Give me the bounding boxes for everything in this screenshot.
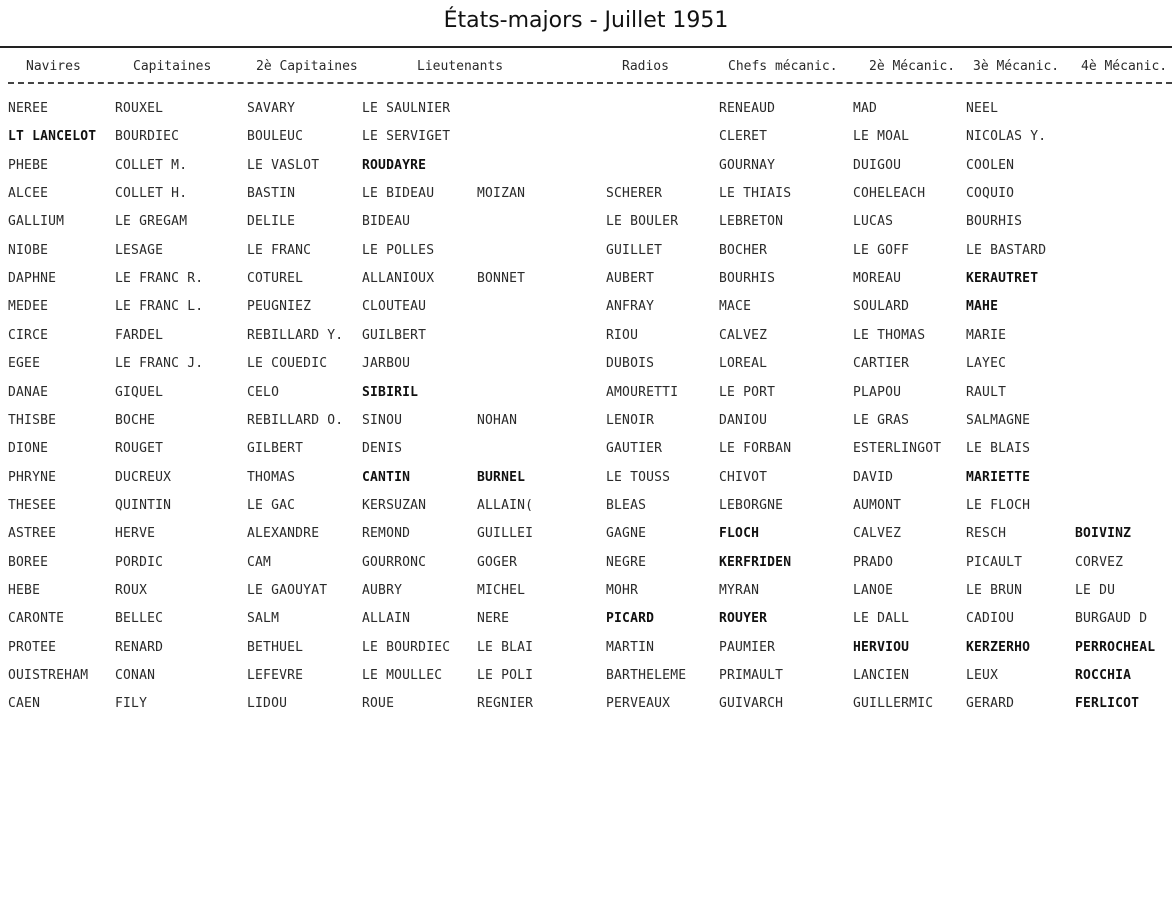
cell-lieutenant: LE POLLES	[362, 242, 435, 258]
header-lieutenants: Lieutenants	[417, 59, 504, 74]
table-row	[0, 101, 1172, 129]
cell-2e-capitaine: LE VASLOT	[247, 157, 320, 173]
cell-navire: ALCEE	[8, 186, 49, 202]
cell-lieutenant: BIDEAU	[362, 214, 411, 230]
cell-3e-mecanic: COQUIO	[966, 186, 1015, 202]
cell-chef-mecanic: KERFRIDEN	[719, 554, 792, 570]
table-row	[0, 441, 1172, 469]
cell-lieutenant: LE BOURDIEC	[362, 639, 451, 655]
cell-lieutenant: GOURRONC	[362, 554, 427, 570]
cell-3e-mecanic: LE FLOCH	[966, 497, 1031, 513]
cell-lieutenant: REMOND	[362, 526, 411, 542]
header-3e-mecanic: 3è Mécanic.	[973, 59, 1060, 74]
cell-lieutenant: CANTIN	[362, 469, 411, 485]
cell-4e-mecanic: ROCCHIA	[1075, 668, 1132, 683]
cell-2e-capitaine: SAVARY	[247, 101, 296, 116]
cell-2e-mecanic: LANOE	[853, 582, 894, 598]
cell-radio: NEGRE	[606, 554, 647, 570]
cell-lieutenant-2: GOGER	[477, 554, 518, 570]
cell-lieutenant: LE SERVIGET	[362, 129, 451, 145]
cell-radio: BLEAS	[606, 497, 647, 513]
cell-chef-mecanic: LEBORGNE	[719, 497, 784, 513]
cell-radio: ANFRAY	[606, 299, 655, 315]
cell-chef-mecanic: LE THIAIS	[719, 186, 792, 202]
cell-3e-mecanic: NICOLAS Y.	[966, 129, 1047, 145]
cell-chef-mecanic: PRIMAULT	[719, 668, 784, 683]
cell-lieutenant: ROUE	[362, 696, 395, 712]
cell-navire: DAPHNE	[8, 271, 57, 287]
cell-capitaine: COLLET M.	[115, 157, 188, 173]
cell-lieutenant: SINOU	[362, 412, 403, 428]
cell-3e-mecanic: GERARD	[966, 696, 1015, 712]
cell-lieutenant: ALLAIN	[362, 611, 411, 627]
header-radios: Radios	[622, 59, 669, 74]
table-row	[0, 299, 1172, 327]
header-2e-mecanic: 2è Mécanic.	[869, 59, 956, 74]
header-chefs-mecanic: Chefs mécanic.	[728, 59, 838, 74]
cell-capitaine: RENARD	[115, 639, 164, 655]
cell-lieutenant: LE SAULNIER	[362, 101, 451, 116]
cell-2e-mecanic: MOREAU	[853, 271, 902, 287]
cell-radio: AMOURETTI	[606, 384, 679, 400]
cell-2e-capitaine: THOMAS	[247, 469, 296, 485]
cell-4e-mecanic: FERLICOT	[1075, 696, 1140, 712]
cell-lieutenant: DENIS	[362, 441, 403, 457]
cell-2e-capitaine: LE GAC	[247, 497, 296, 513]
cell-chef-mecanic: LE PORT	[719, 384, 776, 400]
cell-2e-capitaine: LIDOU	[247, 696, 288, 712]
cell-chef-mecanic: GOURNAY	[719, 157, 776, 173]
cell-navire: THESEE	[8, 497, 57, 513]
page-title: États-majors - Juillet 1951	[443, 8, 729, 33]
table-row	[0, 243, 1172, 271]
cell-capitaine: BOURDIEC	[115, 129, 180, 145]
cell-chef-mecanic: LOREAL	[719, 356, 768, 372]
table-row	[0, 470, 1172, 498]
cell-lieutenant-2: MICHEL	[477, 582, 526, 598]
cell-3e-mecanic: KERAUTRET	[966, 271, 1039, 287]
cell-navire: PHEBE	[8, 157, 49, 173]
cell-2e-capitaine: GILBERT	[247, 441, 304, 457]
cell-2e-capitaine: BETHUEL	[247, 639, 304, 655]
cell-lieutenant-2: NOHAN	[477, 412, 518, 428]
table-row	[0, 668, 1172, 696]
cell-3e-mecanic: LE BASTARD	[966, 242, 1047, 258]
cell-lieutenant: GUILBERT	[362, 327, 427, 343]
cell-3e-mecanic: RESCH	[966, 526, 1007, 542]
cell-radio: SCHERER	[606, 186, 663, 202]
cell-2e-capitaine: LE COUEDIC	[247, 356, 328, 372]
cell-capitaine: ROUGET	[115, 441, 164, 457]
table-row	[0, 129, 1172, 157]
cell-lieutenant: SIBIRIL	[362, 384, 419, 400]
cell-chef-mecanic: CLERET	[719, 129, 768, 145]
table-row	[0, 271, 1172, 299]
cell-chef-mecanic: MACE	[719, 299, 752, 315]
cell-capitaine: FARDEL	[115, 327, 164, 343]
cell-capitaine: BELLEC	[115, 611, 164, 627]
cell-navire: NEREE	[8, 101, 49, 116]
cell-lieutenant-2: REGNIER	[477, 696, 534, 712]
cell-chef-mecanic: PAUMIER	[719, 639, 776, 655]
cell-3e-mecanic: KERZERHO	[966, 639, 1031, 655]
table-row	[0, 611, 1172, 639]
table-row	[0, 186, 1172, 214]
cell-4e-mecanic: PERROCHEAL	[1075, 639, 1156, 655]
table-row	[0, 356, 1172, 384]
cell-lieutenant-2: ALLAIN(	[477, 497, 534, 513]
cell-navire: EGEE	[8, 356, 41, 372]
cell-capitaine: GIQUEL	[115, 384, 164, 400]
cell-radio: GAGNE	[606, 526, 647, 542]
cell-2e-capitaine: LEFEVRE	[247, 668, 304, 683]
cell-3e-mecanic: SALMAGNE	[966, 412, 1031, 428]
cell-chef-mecanic: CHIVOT	[719, 469, 768, 485]
cell-4e-mecanic: BOIVINZ	[1075, 526, 1132, 542]
table-row	[0, 696, 1172, 724]
cell-lieutenant-2: BURNEL	[477, 469, 526, 485]
cell-2e-mecanic: AUMONT	[853, 497, 902, 513]
cell-2e-capitaine: LE GAOUYAT	[247, 582, 328, 598]
cell-2e-mecanic: LANCIEN	[853, 668, 910, 683]
cell-chef-mecanic: MYRAN	[719, 582, 760, 598]
cell-navire: OUISTREHAM	[8, 668, 89, 683]
cell-2e-capitaine: COTUREL	[247, 271, 304, 287]
cell-3e-mecanic: PICAULT	[966, 554, 1023, 570]
cell-2e-capitaine: ALEXANDRE	[247, 526, 320, 542]
cell-navire: MEDEE	[8, 299, 49, 315]
cell-3e-mecanic: RAULT	[966, 384, 1007, 400]
cell-capitaine: LE FRANC L.	[115, 299, 204, 315]
header-rule	[0, 46, 1172, 48]
cell-navire: CIRCE	[8, 327, 49, 343]
cell-chef-mecanic: BOCHER	[719, 242, 768, 258]
cell-radio: LENOIR	[606, 412, 655, 428]
cell-4e-mecanic: CORVEZ	[1075, 554, 1124, 570]
cell-radio: PERVEAUX	[606, 696, 671, 712]
cell-capitaine: LE FRANC J.	[115, 356, 204, 372]
cell-3e-mecanic: NEEL	[966, 101, 999, 116]
cell-navire: DANAE	[8, 384, 49, 400]
cell-radio: GAUTIER	[606, 441, 663, 457]
cell-2e-mecanic: COHELEACH	[853, 186, 926, 202]
cell-2e-capitaine: PEUGNIEZ	[247, 299, 312, 315]
cell-navire: CAEN	[8, 696, 41, 712]
cell-2e-mecanic: LUCAS	[853, 214, 894, 230]
cell-capitaine: BOCHE	[115, 412, 156, 428]
cell-lieutenant-2: BONNET	[477, 271, 526, 287]
table-row	[0, 555, 1172, 583]
cell-3e-mecanic: LE BLAIS	[966, 441, 1031, 457]
cell-lieutenant: LE BIDEAU	[362, 186, 435, 202]
cell-3e-mecanic: MAHE	[966, 299, 999, 315]
cell-chef-mecanic: BOURHIS	[719, 271, 776, 287]
cell-navire: LT LANCELOT	[8, 129, 97, 145]
cell-capitaine: ROUXEL	[115, 101, 164, 116]
cell-2e-mecanic: LE GRAS	[853, 412, 910, 428]
cell-chef-mecanic: CALVEZ	[719, 327, 768, 343]
cell-radio: LE BOULER	[606, 214, 679, 230]
cell-chef-mecanic: LE FORBAN	[719, 441, 792, 457]
cell-navire: HEBE	[8, 582, 41, 598]
cell-lieutenant: JARBOU	[362, 356, 411, 372]
table-row	[0, 498, 1172, 526]
cell-lieutenant-2: LE POLI	[477, 668, 534, 683]
cell-capitaine: COLLET H.	[115, 186, 188, 202]
cell-radio: DUBOIS	[606, 356, 655, 372]
header-capitaines: Capitaines	[133, 59, 212, 74]
cell-lieutenant: AUBRY	[362, 582, 403, 598]
table-row	[0, 526, 1172, 554]
cell-2e-capitaine: CAM	[247, 554, 272, 570]
cell-lieutenant-2: LE BLAI	[477, 639, 534, 655]
cell-3e-mecanic: MARIE	[966, 327, 1007, 343]
cell-lieutenant: ALLANIOUX	[362, 271, 435, 287]
cell-3e-mecanic: CADIOU	[966, 611, 1015, 627]
cell-chef-mecanic: GUIVARCH	[719, 696, 784, 712]
cell-2e-capitaine: DELILE	[247, 214, 296, 230]
cell-2e-mecanic: DUIGOU	[853, 157, 902, 173]
cell-3e-mecanic: MARIETTE	[966, 469, 1031, 485]
cell-4e-mecanic: LE DU	[1075, 582, 1116, 598]
cell-2e-capitaine: SALM	[247, 611, 280, 627]
table-row	[0, 413, 1172, 441]
cell-radio: LE TOUSS	[606, 469, 671, 485]
cell-2e-mecanic: CARTIER	[853, 356, 910, 372]
cell-3e-mecanic: COOLEN	[966, 157, 1015, 173]
cell-navire: THISBE	[8, 412, 57, 428]
cell-2e-mecanic: MAD	[853, 101, 878, 116]
cell-capitaine: DUCREUX	[115, 469, 172, 485]
cell-lieutenant: ROUDAYRE	[362, 157, 427, 173]
cell-2e-capitaine: REBILLARD Y.	[247, 327, 344, 343]
cell-3e-mecanic: LEUX	[966, 668, 999, 683]
cell-2e-mecanic: PLAPOU	[853, 384, 902, 400]
table-row	[0, 640, 1172, 668]
table-row	[0, 385, 1172, 413]
table-row	[0, 214, 1172, 242]
cell-radio: PICARD	[606, 611, 655, 627]
cell-capitaine: LE FRANC R.	[115, 271, 204, 287]
cell-navire: PHRYNE	[8, 469, 57, 485]
cell-capitaine: QUINTIN	[115, 497, 172, 513]
cell-2e-capitaine: REBILLARD O.	[247, 412, 344, 428]
cell-2e-capitaine: LE FRANC	[247, 242, 312, 258]
table-row	[0, 583, 1172, 611]
cell-navire: ASTREE	[8, 526, 57, 542]
header-2e-capitaines: 2è Capitaines	[256, 59, 358, 74]
cell-capitaine: ROUX	[115, 582, 148, 598]
cell-chef-mecanic: FLOCH	[719, 526, 760, 542]
header-navires: Navires	[26, 59, 81, 74]
cell-lieutenant: KERSUZAN	[362, 497, 427, 513]
cell-2e-mecanic: DAVID	[853, 469, 894, 485]
cell-2e-mecanic: LE THOMAS	[853, 327, 926, 343]
cell-2e-capitaine: BASTIN	[247, 186, 296, 202]
cell-radio: AUBERT	[606, 271, 655, 287]
cell-2e-mecanic: LE GOFF	[853, 242, 910, 258]
cell-navire: GALLIUM	[8, 214, 65, 230]
cell-navire: NIOBE	[8, 242, 49, 258]
cell-2e-mecanic: SOULARD	[853, 299, 910, 315]
cell-2e-mecanic: ESTERLINGOT	[853, 441, 942, 457]
cell-capitaine: CONAN	[115, 668, 156, 683]
cell-2e-mecanic: PRADO	[853, 554, 894, 570]
header-4e-mecanic: 4è Mécanic.	[1081, 59, 1168, 74]
cell-navire: DIONE	[8, 441, 49, 457]
cell-capitaine: PORDIC	[115, 554, 164, 570]
cell-lieutenant: CLOUTEAU	[362, 299, 427, 315]
cell-capitaine: FILY	[115, 696, 148, 712]
cell-navire: PROTEE	[8, 639, 57, 655]
cell-lieutenant-2: MOIZAN	[477, 186, 526, 202]
cell-radio: MARTIN	[606, 639, 655, 655]
cell-chef-mecanic: LEBRETON	[719, 214, 784, 230]
cell-2e-mecanic: LE DALL	[853, 611, 910, 627]
cell-2e-mecanic: CALVEZ	[853, 526, 902, 542]
cell-capitaine: LESAGE	[115, 242, 164, 258]
cell-chef-mecanic: RENEAUD	[719, 101, 776, 116]
cell-lieutenant: LE MOULLEC	[362, 668, 443, 683]
cell-3e-mecanic: LE BRUN	[966, 582, 1023, 598]
cell-capitaine: HERVE	[115, 526, 156, 542]
cell-2e-capitaine: CELO	[247, 384, 280, 400]
cell-chef-mecanic: DANIOU	[719, 412, 768, 428]
cell-lieutenant-2: GUILLEI	[477, 526, 534, 542]
cell-radio: RIOU	[606, 327, 639, 343]
cell-3e-mecanic: BOURHIS	[966, 214, 1023, 230]
cell-4e-mecanic: BURGAUD D	[1075, 611, 1148, 627]
cell-navire: CARONTE	[8, 611, 65, 627]
cell-lieutenant-2: NERE	[477, 611, 510, 627]
cell-chef-mecanic: ROUYER	[719, 611, 768, 627]
cell-2e-capitaine: BOULEUC	[247, 129, 304, 145]
table-row	[0, 328, 1172, 356]
header-dashed-rule	[8, 82, 1172, 84]
cell-radio: GUILLET	[606, 242, 663, 258]
cell-navire: BOREE	[8, 554, 49, 570]
cell-2e-mecanic: LE MOAL	[853, 129, 910, 145]
cell-2e-mecanic: HERVIOU	[853, 639, 910, 655]
table-row	[0, 158, 1172, 186]
cell-radio: BARTHELEME	[606, 668, 687, 683]
cell-radio: MOHR	[606, 582, 639, 598]
cell-2e-mecanic: GUILLERMIC	[853, 696, 934, 712]
cell-capitaine: LE GREGAM	[115, 214, 188, 230]
cell-3e-mecanic: LAYEC	[966, 356, 1007, 372]
